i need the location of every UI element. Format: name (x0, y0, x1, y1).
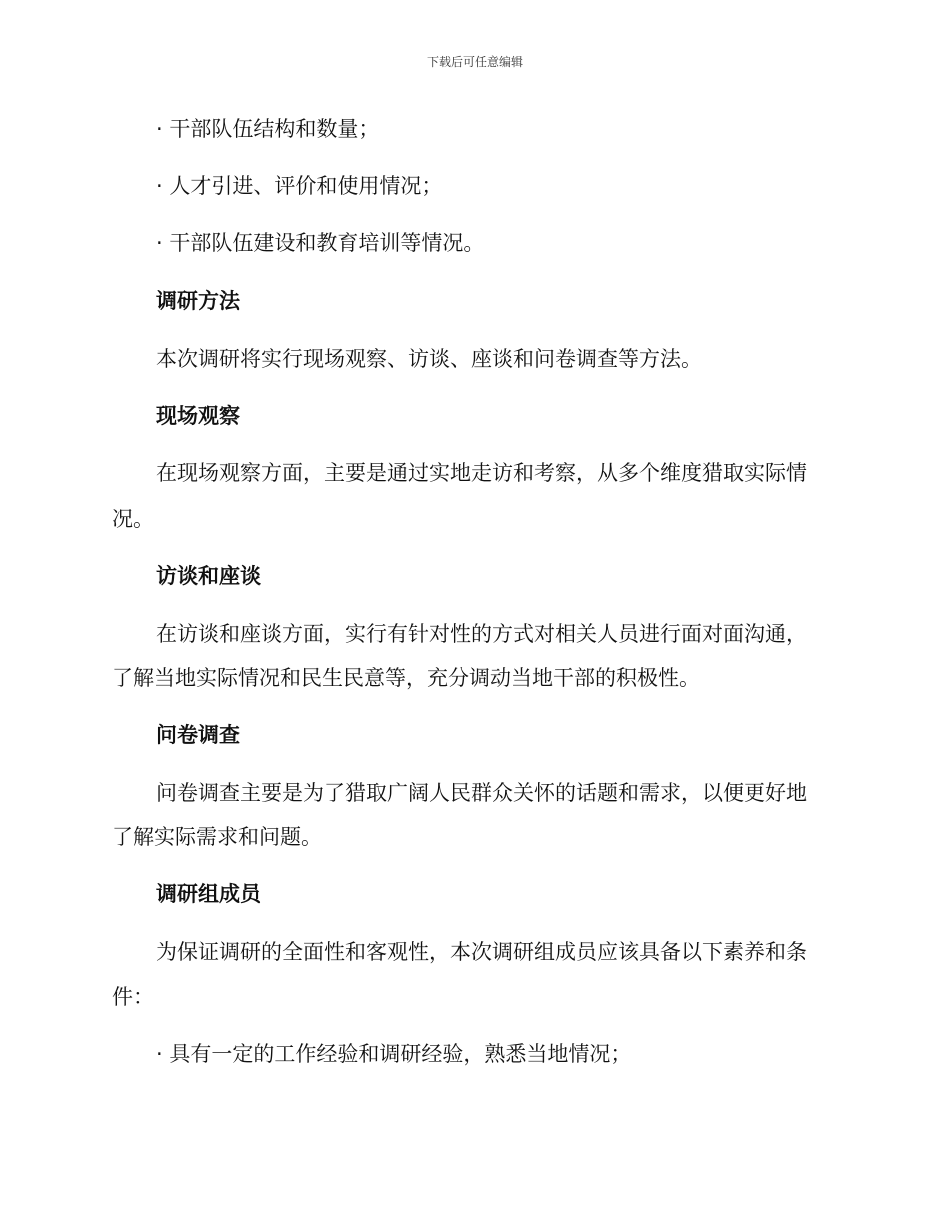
paragraph-survey-line2: 了解实际需求和问题。 (112, 825, 322, 849)
paragraph-survey-line1: 问卷调查主要是为了猎取广阔人民群众关怀的话题和需求，以便更好地 (156, 781, 807, 805)
paragraph-members-line2: 件： (112, 985, 154, 1009)
section-heading-observation: 现场观察 (156, 404, 240, 428)
paragraph-observation-line1: 在现场观察方面，主要是通过实地走访和考察，从多个维度猎取实际情 (156, 461, 807, 485)
section-heading-survey: 问卷调查 (156, 723, 240, 747)
bullet-item: · 人才引进、评价和使用情况； (156, 174, 443, 198)
bullet-item: · 干部队伍结构和数量； (156, 117, 380, 141)
section-heading-members: 调研组成员 (156, 882, 261, 906)
bullet-item: · 具有一定的工作经验和调研经验，熟悉当地情况； (156, 1042, 632, 1066)
page-header: 下载后可任意编辑 (426, 55, 523, 69)
paragraph-observation-line2: 况。 (112, 507, 154, 531)
section-heading-interview: 访谈和座谈 (156, 564, 261, 588)
paragraph-interview-line2: 了解当地实际情况和民生民意等，充分调动当地干部的积极性。 (112, 666, 700, 690)
section-heading-methods: 调研方法 (156, 289, 240, 313)
paragraph-interview-line1: 在访谈和座谈方面，实行有针对性的方式对相关人员进行面对面沟通， (156, 622, 807, 646)
paragraph-methods: 本次调研将实行现场观察、访谈、座谈和问卷调查等方法。 (156, 347, 702, 371)
paragraph-members-line1: 为保证调研的全面性和客观性，本次调研组成员应该具备以下素养和条 (156, 940, 807, 964)
bullet-item: · 干部队伍建设和教育培训等情况。 (156, 231, 485, 255)
